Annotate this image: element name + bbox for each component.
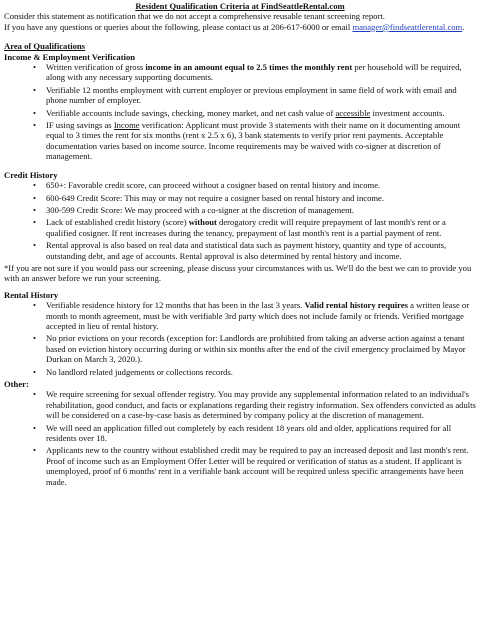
list-item: • We require screening for sexual offender registry. You may provide any supplemental information related to an individual's rehabilitation, good conduct, and facts or explanations regarding their registry information. Sex offenders convicted as adults will be considered on a case-by-case basis as determined by company policy at the discretion of management. (46, 389, 476, 420)
list-item: • Verifiable accounts include savings, checking, money market, and net cash value of accessible investment accounts. (46, 108, 476, 118)
credit-note: *If you are not sure if you would pass our screening, please discuss your circumstances with us. We'll do the best we can to provide you with an answer before we run your screening. (4, 262, 472, 284)
income-list (4, 62, 476, 162)
list-item: • Written verification of gross income in an amount equal to 2.5 times the monthly rent per household will be required, along with any necessary supporting documents. (46, 62, 476, 83)
list-item: • No landlord related judgements or collections records. (46, 367, 476, 377)
other-heading: Other: (4, 379, 29, 389)
rental-list (4, 300, 476, 377)
list-item: • Lack of established credit history (score) without derogatory credit will require prepayment of last month's rent or a qualified cosigner. If rent increases during the tenancy, prepayment of last month's rent is a partial payment of rent. (46, 217, 476, 238)
income-heading: Income & Employment Verification (4, 51, 136, 62)
list-item: • 650+: Favorable credit score, can proceed without a cosigner based on rental history and income. (46, 180, 476, 190)
list-item: • Verifiable 12 months employment with current employer or previous employment in same field of work with email and phone number of employer. (46, 85, 476, 106)
list-item: • IF using savings as Income verification: Applicant must provide 3 statements with their name on it documenting amount equal to 3 times the rent for six months (rent x 2.5 x 6), 3 bank statements to verify prior rent payments. Acceptable documentation varies based on income source. Income requirements may be waived with co-signer at discretion of management. (46, 120, 476, 162)
contact-paragraph: If you have any questions or queries about the following, please contact us at 206-617-6000 or email manager@findseattlerental.com. (4, 21, 465, 32)
list-item: • We will need an application filled out completely by each resident 18 years old and older, applications required for all residents over 18. (46, 423, 476, 444)
list-item: • Rental approval is also based on real data and statistical data such as payment history, quantity and type of accounts, outstanding debt, and age of accounts. Rental approval is also determined by rental history and income. (46, 240, 476, 261)
list-item: • No prior evictions on your records (exception for: Landlords are prohibited from taking an adverse action against a tenant based on eviction history occurring during or within six months after the end of the civil emergency proclaimed by Mayor Durkan on March 3, 2020.). (46, 333, 476, 364)
list-item: • Verifiable residence history for 12 months that has been in the last 3 years. Valid rental history requires a written lease or month to month agreement, must be with verifiable 3rd party which does not include family or friends. Verified mortgage accepted in lieu of rental history. (46, 300, 476, 331)
list-item: • 600-649 Credit Score: This may or may not require a cosigner based on rental history and income. (46, 193, 476, 203)
email-link[interactable]: manager@findseattlerental.com (352, 21, 463, 32)
list-item: • Applicants new to the country without established credit may be required to pay an increased deposit and last month's rent. Proof of income such as an Employment Offer Letter will be required or verification of status as a student. If applicant is unemployed, proof of 6 months' rent in a verifiable bank account will be required unless specific arrangements have been made. (46, 445, 476, 487)
intro-paragraph: Consider this statement as notification that we do not accept a comprehensive reusable tenant screening report. (4, 11, 385, 22)
other-list (4, 389, 476, 487)
credit-heading: Credit History (4, 169, 58, 180)
rental-heading: Rental History (4, 289, 59, 300)
list-item: • 300-599 Credit Score: We may proceed with a co-signer at the discretion of management. (46, 205, 476, 215)
credit-list (4, 180, 476, 261)
page-title: Resident Qualification Criteria at FindSeattleRental.com (135, 1, 345, 11)
area-heading: Area of Qualifications (4, 41, 85, 52)
